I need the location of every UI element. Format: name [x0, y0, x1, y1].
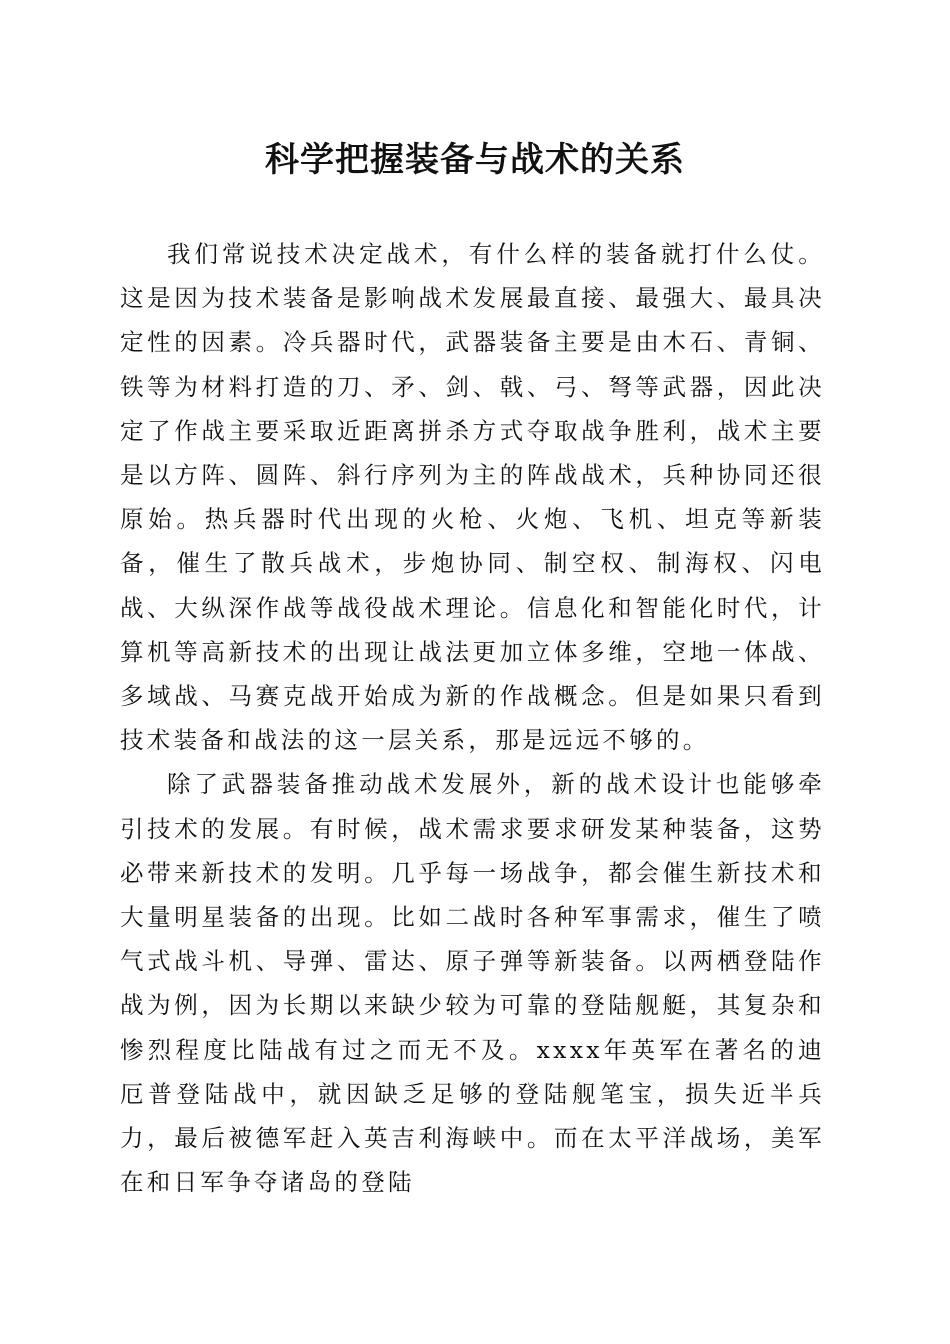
paragraph-1: 我们常说技术决定战术，有什么样的装备就打什么仗。这是因为技术装备是影响战术发展最直接、最强大、最具决定性的因素。冷兵器时代，武器装备主要是由木石、青铜、铁等为材料打造的刀、矛、剑、戟、弓、弩等武器，因此决定了作战主要采取近距离拼杀方式夺取战争胜利，战术主要是以方阵、圆阵、斜行序列为主的阵战战术，兵种协同还很原始。热兵器时代出现的火枪、火炮、飞机、坦克等新装备，催生了散兵战术，步炮协同、制空权、制海权、闪电战、大纵深作战等战役战术理论。信息化和智能化时代，计算机等高新技术的出现让战法更加立体多维，空地一体战、多域战、马赛克战开始成为新的作战概念。但是如果只看到技术装备和战法的这一层关系，那是远远不够的。: [120, 240, 825, 755]
document-body: [120, 232, 825, 1204]
document-title: 科学把握装备与战术的关系: [265, 140, 685, 180]
paragraph-2: 除了武器装备推动战术发展外，新的战术设计也能够牵引技术的发展。有时候，战术需求要求研发某种装备，这势必带来新技术的发明。几乎每一场战争，都会催生新技术和大量明星装备的出现。比如二战时各种军事需求，催生了喷气式战斗机、导弹、雷达、原子弹等新装备。以两栖登陆作战为例，因为长期以来缺少较为可靠的登陆舰艇，其复杂和惨烈程度比陆战有过之而无不及。xxxx年英军在著名的迪厄普登陆战中，就因缺乏足够的登陆舰笔宝，损失近半兵力，最后被德军赶入英吉利海峡中。而在太平洋战场，美军在和日军争夺诸岛的登陆: [120, 770, 825, 1197]
